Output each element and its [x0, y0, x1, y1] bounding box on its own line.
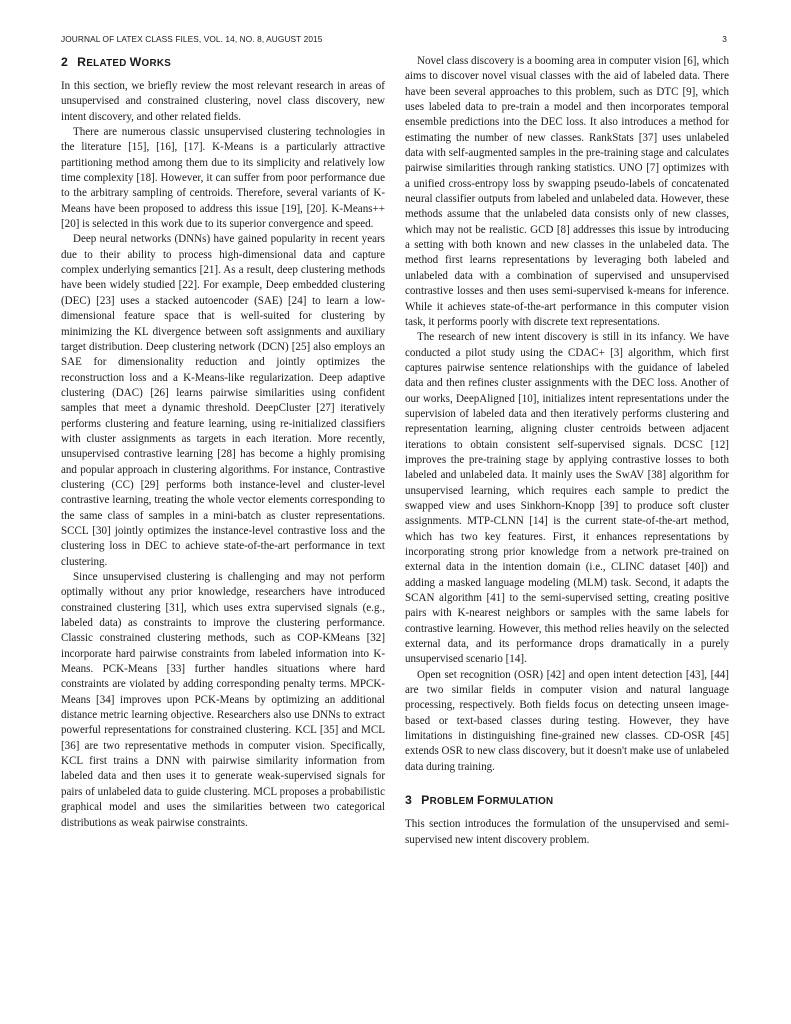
- paragraph-formulation-intro: This section introduces the formulation of the unsupervised and semi-supervised new intent discovery problem.: [405, 818, 729, 846]
- paragraph-unsupervised-clustering: There are numerous classic unsupervised clustering technologies in the literature [15], [16], [17]. K-Means is a particularly attractive partitioning method among them due to its simplicity and relatively low time complexity [18]. However, it can suffer from poor performance due to the arbitrary sampling of centroids. Therefore, several variants of K-Means have been proposed to address this issue [19], [20]. K-Means++ [20] is selected in this work due to its superior convergence and speed.: [61, 126, 385, 231]
- running-header: [61, 34, 727, 48]
- paragraph-open-set-recognition: Open set recognition (OSR) [42] and open intent detection [43], [44] are two similar fields in computer vision and natural language processing, respectively. Both fields focus on detecting unseen image-based or text-based classes during testing. However, they have limitations in distinguishing fine-grained new classes. CD-OSR [45] extends OSR to new class discovery, but it doesn't make use of unlabeled data during training.: [405, 668, 729, 773]
- heading-smallcaps: ELATED: [86, 58, 130, 69]
- heading-cap: F: [476, 793, 485, 808]
- heading-cap: R: [77, 55, 87, 69]
- paragraph-novel-class-discovery: Novel class discovery is a booming area in computer vision [6], which aims to discover novel visual classes with the aid of labeled data. There have been several approaches to this problem, such as DTC [9], which uses labeled data to pre-train a model and then incorporates temporal ensemble predictions into the DEC loss. It also introduces a method for estimating the number of new classes. RankStats [37] uses unlabeled data with self-augmented samples in the pre-training stage and calculates pairwise similarities through ranking statistics. UNO [7] optimizes with a unified cross-entropy loss by swapping pseudo-labels of concatenated neural classifier outputs from labeled and unlabeled data. However, these methods assume that the unlabeled data consists only of new classes, which may not be realistic. GCD [8] addresses this issue by introducing a setting with both known and new classes in the unlabeled data. The method first learns representations by leveraging both labeled and unlabeled data with a combination of supervised and unsupervised contrastive losses and then uses semi-supervised k-means for inference. While it achieves state-of-the-art performance in this computer vision task, it performs poorly with discrete text representations.: [405, 55, 729, 328]
- section-heading-problem-formulation: [405, 792, 729, 810]
- right-column: [405, 54, 729, 848]
- page-number: 3: [722, 34, 727, 44]
- journal-header: JOURNAL OF LATEX CLASS FILES, VOL. 14, NO. 8, AUGUST 2015: [61, 34, 323, 44]
- section-heading-related-works: [61, 54, 385, 72]
- paragraph-new-intent-discovery: The research of new intent discovery is still in its infancy. We have conducted a pilot study using the CDAC+ [3] algorithm, which first captures pairwise sentence relationships with the guidance of labeled data and then refines cluster assignments with the DEC loss. Another of our works, DeepAligned [10], initializes intent representations under the supervision of labeled data and then iteratively performs clustering and representation learning, aligning cluster centroids between adjacent iterations to obtain consistent self-supervised signals. DCSC [12] improves the pre-training stage by applying contrastive losses to both labeled and unlabeled data. It mainly uses the SwAV [38] algorithm for unsupervised learning, which requires each sample to predict the swapped view and uses Sinkhorn-Knopp [39] to produce soft cluster assignments. MTP-CLNN [14] is the current state-of-the-art method, which has two key features. First, it enhances representations by incorporating strong prior knowledge from a network pre-trained on external data in the intention domain (i.e., CLINC dataset [40]) and adding a masked language modeling (MLM) task. Second, it adapts the SCAN algorithm [41] to the semi-supervised setting, creating positive pairs with K-nearest neighbors or samples with the same labels for contrastive learning. However, this method relies heavily on the selected external data, and its performance drops dramatically in a purely unsupervised scenario [14].: [405, 331, 729, 666]
- paragraph-constrained-clustering: Since unsupervised clustering is challenging and may not perform optimally without any prior knowledge, researchers have introduced constrained clustering [31], which uses extra supervised signals (e.g., labeled data) as constraints to improve the clustering performance. Classic constrained clustering methods, such as COP-KMeans [32] incorporate hard pairwise constraints from labeled information into K-Means. PCK-Means [33] further handles situations where hard constraints are violated by adding corresponding penalty terms. MPCK-Means [34] improves upon PCK-Means by optimizing an additional distance metric learning objective. Researchers also use DNNs to extract powerful representations for constrained clustering. KCL [35] and MCL [36] are two representative methods in computer vision. Specifically, KCL first trains a DNN with pairwise similarity information from labeled data and then uses it to generate weak-supervised signals for pairs of unlabeled data to guide clustering. MCL proposes a probabilistic graphical model and uses the similarities between two categorical distributions as weak pairwise constraints.: [61, 571, 385, 829]
- heading-cap: W: [129, 55, 142, 69]
- paragraph-intro: In this section, we briefly review the most relevant research in areas of unsupervised and constrained clustering, novel class discovery, new intent discovery, and other related fields.: [61, 80, 385, 123]
- heading-cap: P: [421, 793, 430, 808]
- section-number: 3: [405, 793, 413, 808]
- section-number: 2: [61, 55, 69, 69]
- heading-smallcaps: ORKS: [141, 58, 172, 69]
- heading-smallcaps: ROBLEM: [429, 796, 477, 808]
- heading-smallcaps: ORMULATION: [484, 796, 554, 808]
- left-column: [61, 54, 385, 831]
- paragraph-deep-clustering: Deep neural networks (DNNs) have gained popularity in recent years due to their ability to process high-dimensional data and capture complex underlying semantics [21]. As a result, deep clustering methods have been widely studied [22]. For example, Deep embedded clustering (DEC) [23] uses a stacked autoencoder (SAE) [24] to learn a low-dimensional feature space that is well-suited for clustering by minimizing the KL divergence between soft assignments and auxiliary target distribution. Deep clustering network (DCN) [25] also employs an SAE for dimensionality reduction and jointly optimizes the reconstruction loss and a K-Means-like regularization. Deep adaptive clustering (DAC) [26] learns pairwise similarities using confident samples that meet a dynamic threshold. DeepCluster [27] iteratively performs clustering and feature learning, using re-initialized classifiers with cluster assignments as targets in each iteration. More recently, unsupervised contrastive learning [28] has become a highly promising and popular approach in clustering algorithms. For instance, Contrastive clustering (CC) [29] performs both instance-level and cluster-level contrastive learning, treating the whole vector elements corresponding to the same class of samples in a mini-batch as cluster representations. SCCL [30] jointly optimizes the instance-level contrastive loss and the clustering loss in DEC to achieve state-of-the-art performance in text clustering.: [61, 233, 385, 568]
